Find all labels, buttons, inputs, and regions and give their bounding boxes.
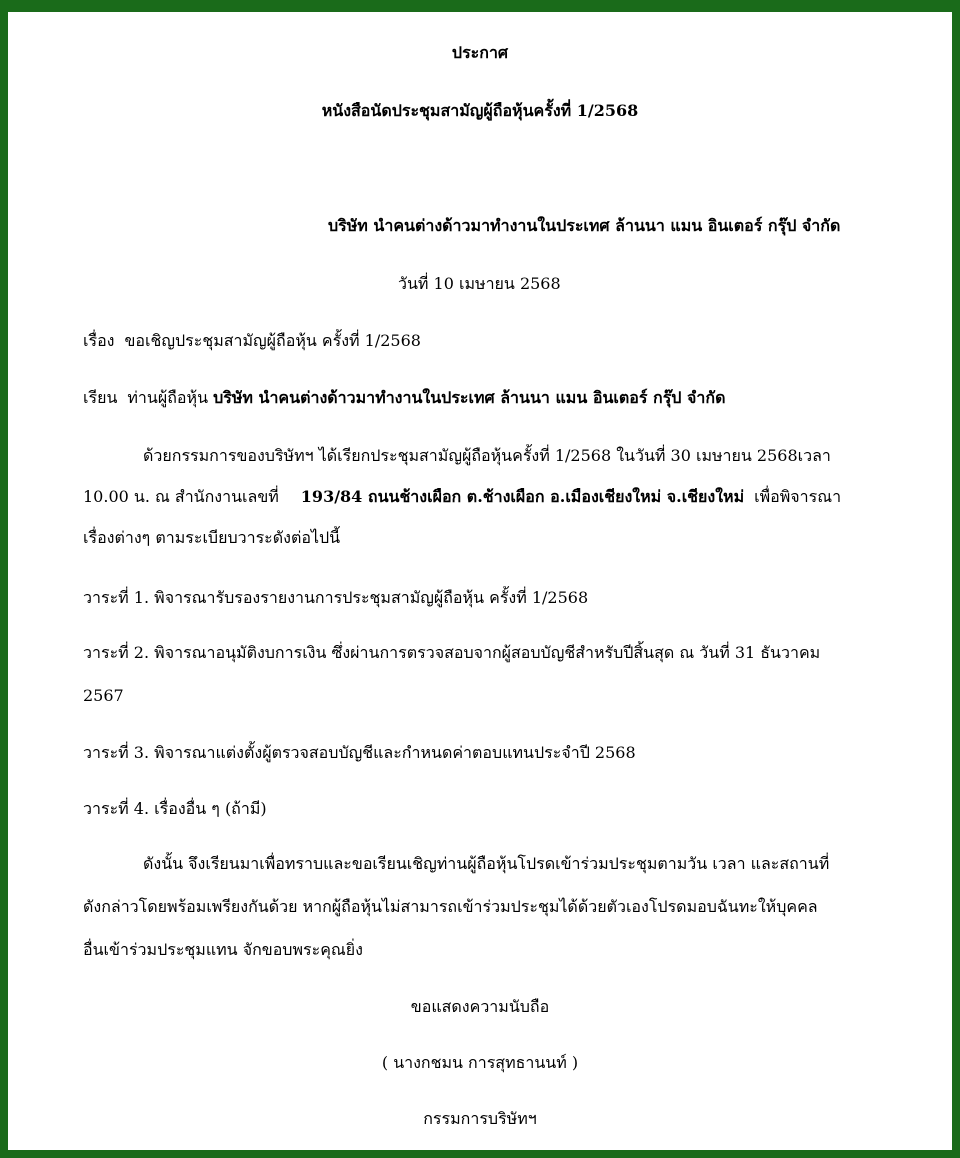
- paragraph-1-line-1: ด้วยกรรมการของบริษัทฯ ได้เรียกประชุมสามัญผู้ถือหุ้นครั้งที่ 1/2568 ในวันที่ 30 เมษายน 2568เวลา: [143, 446, 831, 465]
- document-page: [8, 12, 952, 1150]
- agenda-item-3: วาระที่ 3. พิจารณาแต่งตั้งผู้ตรวจสอบบัญชีและกำหนดค่าตอบแทนประจำปี 2568: [83, 743, 636, 762]
- to-line: [83, 387, 725, 409]
- to-label: เรียน: [83, 388, 118, 407]
- signer-name: ( นางกชมน การสุทธานนท์ ): [381, 1053, 579, 1072]
- subject-label: เรื่อง: [83, 331, 115, 350]
- closing: ขอแสดงความนับถือ: [410, 997, 550, 1016]
- meeting-address: 193/84 ถนนช้างเผือก ต.ช้างเผือก อ.เมืองเชียงใหม่ จ.เชียงใหม่: [300, 487, 745, 506]
- paragraph-1-line-2-end: เพื่อพิจารณา: [754, 487, 842, 506]
- paragraph-1-line-2: [83, 486, 841, 508]
- meeting-time-place: 10.00 น. ณ สำนักงานเลขที่: [83, 487, 279, 506]
- company-line: บริษัท นำคนต่างด้าวมาทำงานในประเทศ ล้านนา แมน อินเตอร์ กรุ๊ป จำกัด: [328, 216, 841, 235]
- doc-heading: ประกาศ: [451, 43, 509, 62]
- to-text-plain: ท่านผู้ถือหุ้น: [127, 388, 208, 407]
- agenda-item-1: วาระที่ 1. พิจารณารับรองรายงานการประชุมสามัญผู้ถือหุ้น ครั้งที่ 1/2568: [83, 588, 589, 607]
- doc-subheading: หนังสือนัดประชุมสามัญผู้ถือหุ้นครั้งที่ 1/2568: [321, 101, 639, 120]
- paragraph-1-line-3: เรื่องต่างๆ ตามระเบียบวาระดังต่อไปนี้: [83, 528, 341, 547]
- subject-text: ขอเชิญประชุมสามัญผู้ถือหุ้น ครั้งที่ 1/2568: [124, 331, 421, 350]
- agenda-item-4: วาระที่ 4. เรื่องอื่น ๆ (ถ้ามี): [83, 799, 267, 818]
- agenda-item-2-line-1: วาระที่ 2. พิจารณาอนุมัติงบการเงิน ซึ่งผ่านการตรวจสอบจากผู้สอบบัญชีสำหรับปีสิ้นสุด ณ วันที่ 31 ธันวาคม: [83, 643, 821, 662]
- paragraph-2-line-3: อื่นเข้าร่วมประชุมแทน จักขอบพระคุณยิ่ง: [83, 940, 363, 959]
- to-text-company: บริษัท นำคนต่างด้าวมาทำงานในประเทศ ล้านนา แมน อินเตอร์ กรุ๊ป จำกัด: [213, 388, 726, 407]
- signer-title: กรรมการบริษัทฯ: [423, 1109, 537, 1128]
- paragraph-2-line-2: ดังกล่าวโดยพร้อมเพรียงกันด้วย หากผู้ถือหุ้นไม่สามารถเข้าร่วมประชุมได้ด้วยตัวเองโปรดมอบฉันทะให้บุคคล: [83, 897, 818, 916]
- paragraph-2-line-1: ดังนั้น จึงเรียนมาเพื่อทราบและขอเรียนเชิญท่านผู้ถือหุ้นโปรดเข้าร่วมประชุมตามวัน เวลา และสถานที่: [143, 854, 830, 873]
- agenda-item-2-line-2: 2567: [83, 686, 124, 705]
- subject-line: [83, 330, 421, 352]
- date-line: วันที่ 10 เมษายน 2568: [398, 274, 561, 293]
